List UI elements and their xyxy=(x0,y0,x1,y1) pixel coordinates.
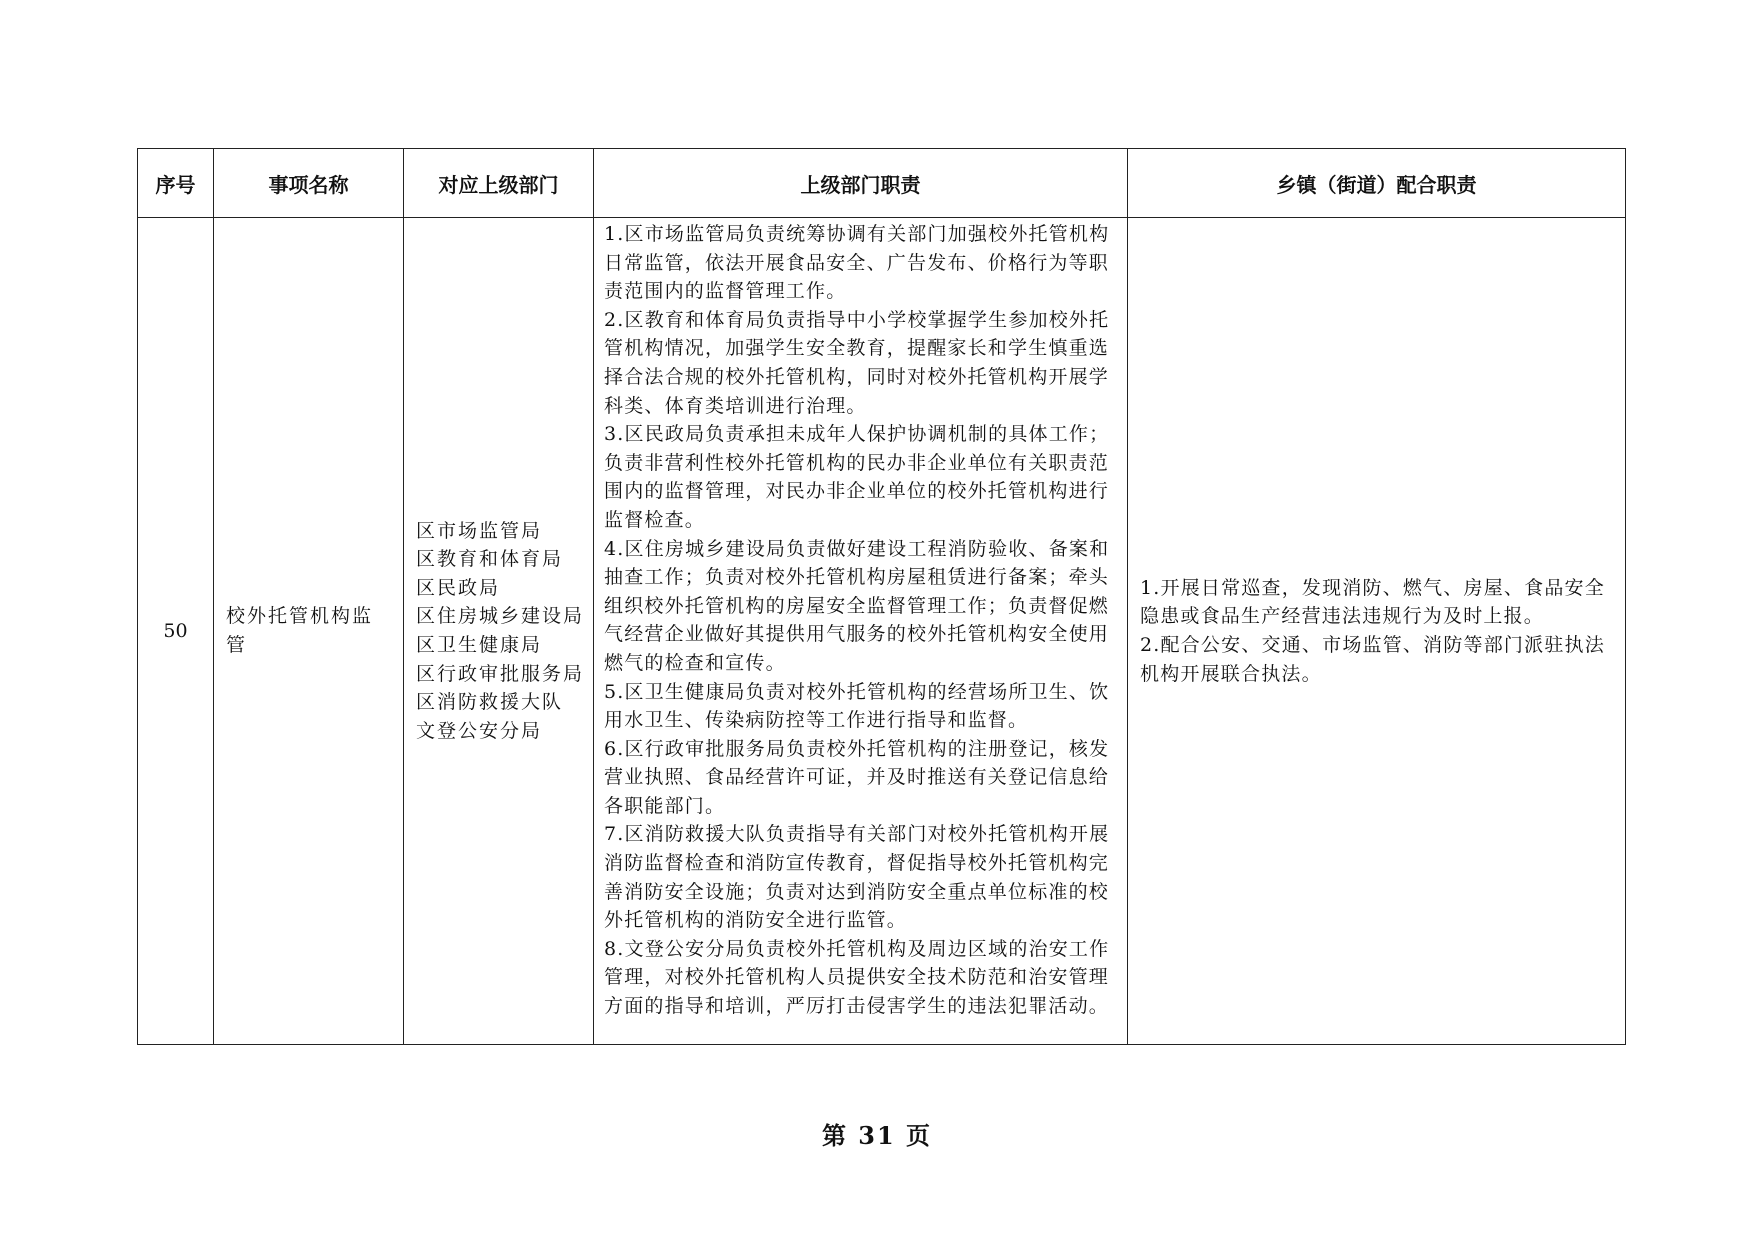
dept-item: 区消防救援大队 xyxy=(416,691,564,714)
dept-duty-item: 3.区民政局负责承担未成年人保护协调机制的具体工作；负责非营利性校外托管机构的民办非企业单位有关职责范围内的监督管理，对民办非企业单位的校外托管机构进行监督检查。 xyxy=(604,423,1110,531)
dept-item: 区住房城乡建设局 xyxy=(416,605,585,628)
dept-item: 区卫生健康局 xyxy=(416,634,543,656)
dept-item: 区教育和体育局 xyxy=(416,548,564,571)
row-depts xyxy=(404,218,594,1045)
dept-duty-item: 2.区教育和体育局负责指导中小学校掌握学生参加校外托管机构情况，加强学生安全教育，提醒家长和学生慎重选择合法合规的校外托管机构，同时对校外托管机构开展学科类、体育类培训进行治理。 xyxy=(604,308,1110,417)
row-item-name: 校外托管机构监管 xyxy=(214,218,404,1045)
dept-item: 文登公安分局 xyxy=(416,719,543,742)
dept-duty-item: 4.区住房城乡建设局负责做好建设工程消防验收、备案和抽查工作；负责对校外托管机构房屋租赁进行备案；牵头组织校外托管机构的房屋安全监督管理工作；负责督促燃气经营企业做好其提供用气服务的校外托管机构安全使用燃气的检查和宣传。 xyxy=(604,537,1110,674)
duty-table xyxy=(137,148,1626,1045)
dept-duty-item: 6.区行政审批服务局负责校外托管机构的注册登记，核发营业执照、食品经营许可证，并及时推送有关登记信息给各职能部门。 xyxy=(604,737,1110,817)
page-number: 第 31 页 xyxy=(821,1121,933,1150)
table-row xyxy=(138,218,1626,1045)
row-town-duties xyxy=(1128,218,1626,1045)
header-dept-duty: 上级部门职责 xyxy=(594,149,1128,218)
dept-item: 区市场监管局 xyxy=(416,519,543,542)
header-item-name: 事项名称 xyxy=(214,149,404,218)
dept-duty-item: 8.文登公安分局负责校外托管机构及周边区域的治安工作管理，对校外托管机构人员提供安全技术防范和治安管理方面的指导和培训，严厉打击侵害学生的违法犯罪活动。 xyxy=(604,937,1110,1018)
row-index: 50 xyxy=(138,218,214,1045)
dept-duty-item: 1.区市场监管局负责统筹协调有关部门加强校外托管机构日常监管，依法开展食品安全、广告发布、价格行为等职责范围内的监督管理工作。 xyxy=(604,223,1110,303)
dept-item: 区民政局 xyxy=(416,576,501,599)
header-town-duty: 乡镇（街道）配合职责 xyxy=(1128,149,1626,218)
header-index: 序号 xyxy=(138,149,214,218)
town-duty-item: 2.配合公安、交通、市场监管、消防等部门派驻执法机构开展联合执法。 xyxy=(1140,634,1605,685)
row-dept-duties xyxy=(594,218,1128,1045)
table-header-row xyxy=(138,149,1626,218)
dept-duty-item: 5.区卫生健康局负责对校外托管机构的经营场所卫生、饮用水卫生、传染病防控等工作进行指导和监督。 xyxy=(604,680,1110,732)
header-dept: 对应上级部门 xyxy=(404,149,594,218)
dept-duty-item: 7.区消防救援大队负责指导有关部门对校外托管机构开展消防监督检查和消防宣传教育，督促指导校外托管机构完善消防安全设施；负责对达到消防安全重点单位标准的校外托管机构的消防安全进行监管。 xyxy=(604,823,1110,932)
town-duty-item: 1.开展日常巡查，发现消防、燃气、房屋、食品安全隐患或食品生产经营违法违规行为及时上报。 xyxy=(1140,576,1605,628)
dept-item: 区行政审批服务局 xyxy=(416,662,585,685)
